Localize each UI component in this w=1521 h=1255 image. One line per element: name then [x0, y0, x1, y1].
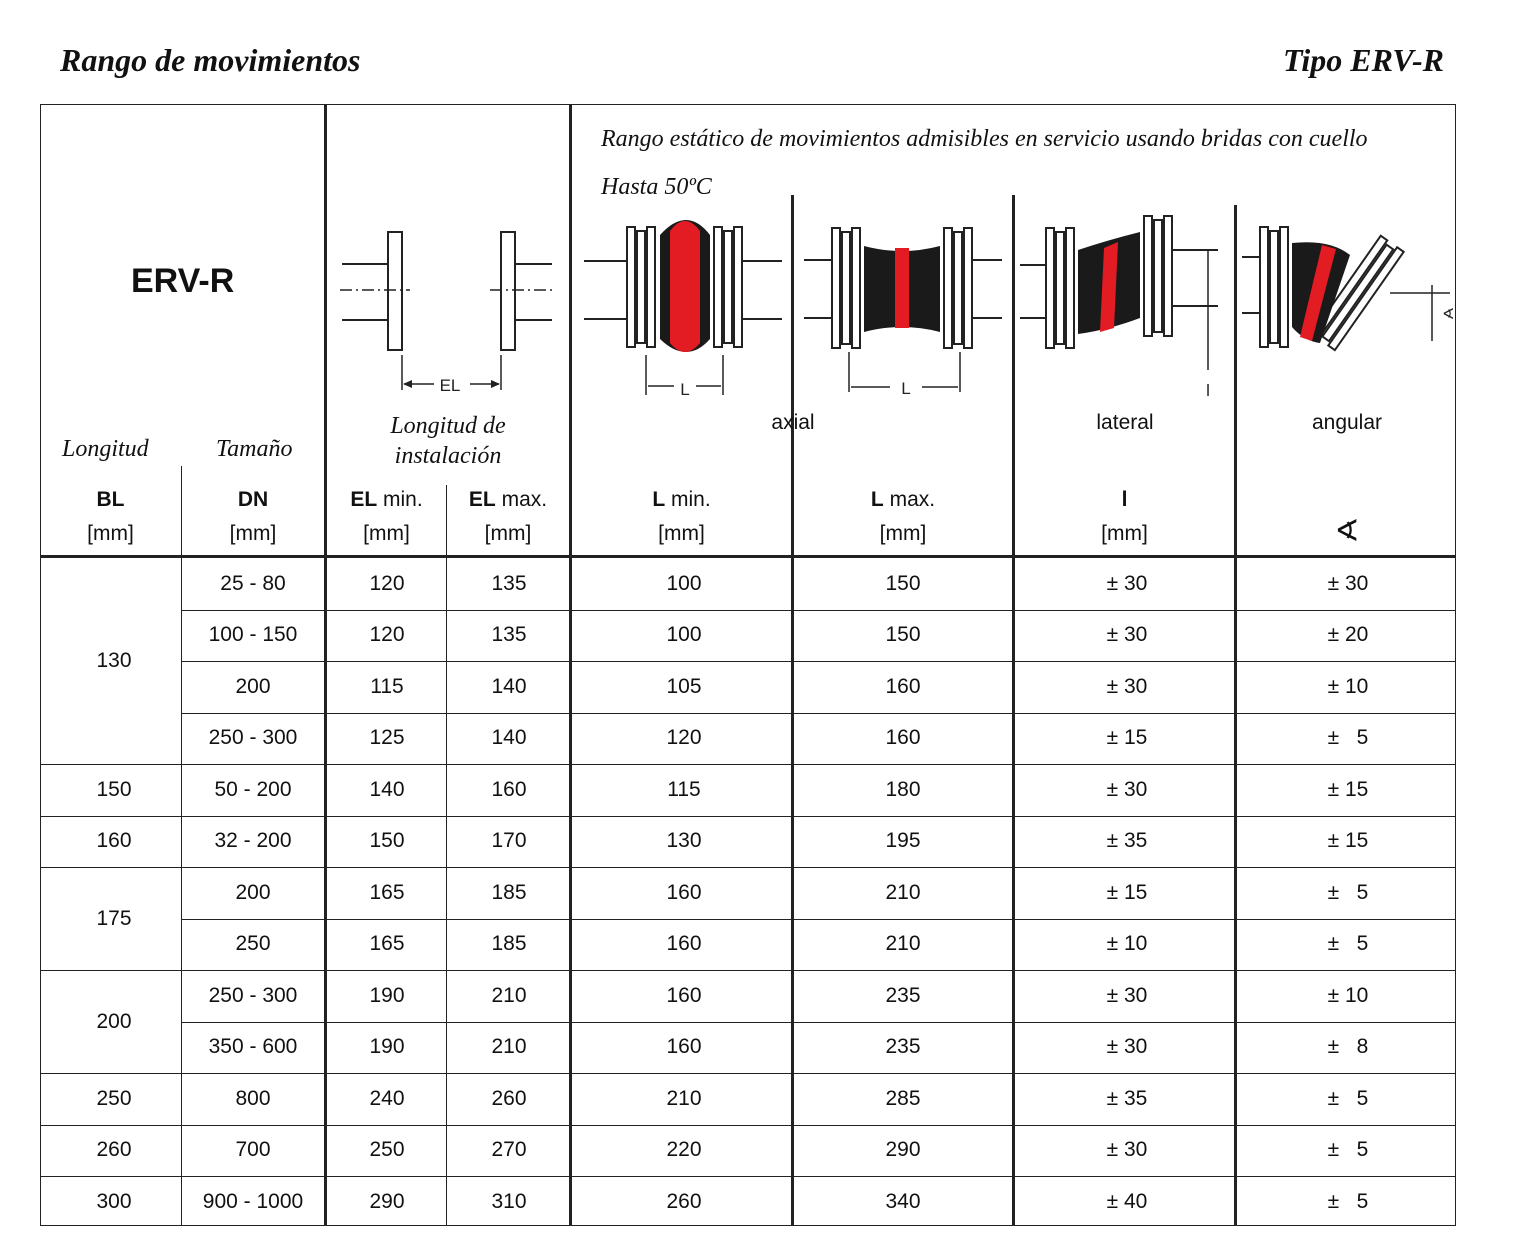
table-cell: 160: [491, 777, 527, 801]
table-cell: 100: [666, 623, 702, 647]
table-cell: 700: [235, 1138, 271, 1162]
group-divider: [40, 1125, 1456, 1126]
table-cell: 210: [666, 1086, 702, 1110]
bl-cell: 300: [96, 1189, 132, 1213]
col-divider-thick: [324, 104, 327, 1226]
row-divider: [182, 661, 1456, 662]
table-cell: ± 30: [1106, 623, 1148, 647]
el-dimension-label: EL: [439, 376, 461, 395]
install-length-label-2: instalación: [394, 443, 502, 469]
table-cell: 210: [491, 983, 527, 1007]
table-cell: 260: [666, 1189, 702, 1213]
table-cell: 900 - 1000: [202, 1189, 304, 1213]
table-cell: 185: [491, 880, 527, 904]
col-l-min: [572, 488, 791, 512]
unit-bl: [mm]: [87, 522, 134, 545]
group-divider: [40, 1176, 1456, 1177]
col-el-min: [327, 488, 446, 512]
unit-l-min: [mm]: [658, 522, 705, 545]
table-cell: 190: [369, 983, 405, 1007]
table-cell: 250: [235, 932, 271, 956]
table-cell: ± 15: [1327, 829, 1369, 853]
table-cell: ± 20: [1327, 623, 1369, 647]
angle-dimension-label: ∢: [1442, 306, 1455, 323]
table-cell: 120: [369, 623, 405, 647]
table-cell: 160: [885, 726, 921, 750]
table-cell: 140: [491, 726, 527, 750]
arrow-head: [403, 380, 412, 388]
page-title: Rango de movimientos: [60, 42, 361, 78]
table-cell: ± 30: [1106, 571, 1148, 595]
col-divider: [181, 466, 182, 1226]
col-lateral: l: [1121, 488, 1128, 511]
product-name: ERV-R: [131, 262, 235, 300]
col-dn: DN: [237, 488, 269, 511]
table-cell: 240: [369, 1086, 405, 1110]
table-cell: 180: [885, 777, 921, 801]
table-cell: ± 15: [1106, 880, 1148, 904]
table-cell: 210: [885, 880, 921, 904]
group-divider: [40, 816, 1456, 817]
col-min-suffix: min.: [670, 488, 711, 511]
table-cell: 135: [491, 571, 527, 595]
range-note: Rango estático de movimientos admisibles en servicio usando bridas con cuello: [601, 126, 1368, 152]
unit-lateral: [mm]: [1101, 522, 1148, 545]
l-dimension-label: L: [901, 379, 911, 398]
table-cell: ± 40: [1106, 1189, 1148, 1213]
red-band: [895, 248, 909, 328]
table-cell: 170: [491, 829, 527, 853]
table-cell: 115: [667, 777, 701, 801]
angular-label: angular: [1311, 411, 1383, 434]
table-cell: 200: [235, 674, 271, 698]
lateral-label: lateral: [1096, 411, 1154, 434]
unit-l-max: [mm]: [879, 522, 927, 545]
table-cell: 160: [666, 1035, 702, 1059]
angular-diagram: [1240, 215, 1455, 395]
table-cell: 140: [491, 674, 527, 698]
table-cell: ± 30: [1106, 674, 1148, 698]
table-cell: 235: [885, 983, 921, 1007]
table-cell: ± 5: [1327, 726, 1369, 750]
table-cell: 340: [885, 1189, 921, 1213]
install-length-label-1: Longitud de: [390, 413, 506, 439]
table-cell: ± 10: [1327, 674, 1369, 698]
table-cell: 220: [666, 1138, 702, 1162]
bl-cell: 200: [96, 1009, 132, 1033]
bl-cell: 160: [96, 829, 132, 853]
table-cell: ± 5: [1327, 1189, 1369, 1213]
table-cell: 235: [885, 1035, 921, 1059]
red-band: [670, 221, 700, 352]
table-cell: 120: [666, 726, 702, 750]
table-cell: 260: [491, 1086, 527, 1110]
bl-cell: 175: [96, 906, 132, 930]
table-cell: ± 8: [1327, 1035, 1369, 1059]
table-cell: ± 30: [1106, 1035, 1148, 1059]
table-cell: ± 10: [1327, 983, 1369, 1007]
col-el-code: EL: [350, 488, 378, 511]
table-cell: 150: [885, 623, 921, 647]
col-el-code: EL: [468, 488, 496, 511]
table-cell: ± 10: [1106, 932, 1148, 956]
table-cell: ± 30: [1327, 571, 1369, 595]
group-divider: [40, 1073, 1456, 1074]
col-max-suffix: max.: [501, 488, 548, 511]
table-cell: 150: [369, 829, 405, 853]
col-divider-thick: [569, 104, 572, 1226]
lateral-dimension-label: l: [1206, 381, 1210, 400]
table-cell: ± 30: [1106, 777, 1148, 801]
col-l-code: L: [652, 488, 666, 511]
table-cell: 195: [885, 829, 921, 853]
row-divider: [182, 919, 1456, 920]
col-l-code: L: [870, 488, 884, 511]
col-divider-thick: [791, 195, 794, 1226]
table-cell: 285: [885, 1086, 921, 1110]
tamano-label: Tamaño: [216, 436, 293, 462]
col-l-max: [794, 488, 1012, 512]
table-cell: 125: [369, 726, 405, 750]
table-cell: 115: [370, 674, 404, 698]
angle-icon: ∢: [1334, 515, 1360, 548]
table-cell: ± 5: [1327, 1086, 1369, 1110]
table-cell: 250 - 300: [208, 726, 298, 750]
table-cell: 290: [369, 1189, 405, 1213]
table-cell: 160: [666, 983, 702, 1007]
table-cell: ± 35: [1106, 829, 1148, 853]
lateral-diagram: [1018, 210, 1228, 400]
table-cell: 250 - 300: [208, 983, 298, 1007]
table-cell: ± 15: [1327, 777, 1369, 801]
row-divider: [182, 713, 1456, 714]
row-divider: [182, 1022, 1456, 1023]
table-cell: ± 5: [1327, 932, 1369, 956]
table-cell: 32 - 200: [214, 829, 292, 853]
longitud-label: Longitud: [62, 436, 149, 462]
table-cell: 210: [885, 932, 921, 956]
arrow-head: [491, 380, 500, 388]
table-cell: 100 - 150: [208, 623, 298, 647]
table-cell: ± 35: [1106, 1086, 1148, 1110]
header-rule: [40, 555, 1456, 558]
bl-cell: 130: [96, 649, 132, 672]
table-cell: 160: [666, 932, 702, 956]
table-cell: 250: [369, 1138, 405, 1162]
col-el-max: [447, 488, 569, 512]
table-cell: 210: [491, 1035, 527, 1059]
table-cell: 100: [666, 571, 702, 595]
unit-el-min: [mm]: [363, 522, 410, 545]
table-cell: ± 30: [1106, 1138, 1148, 1162]
table-cell: 270: [491, 1138, 527, 1162]
installation-length-diagram: [330, 210, 565, 400]
bl-cell: 150: [96, 777, 132, 801]
table-cell: 160: [666, 880, 702, 904]
table-cell: ± 30: [1106, 983, 1148, 1007]
group-divider: [40, 867, 1456, 868]
col-bl: BL: [96, 488, 125, 511]
group-divider: [40, 970, 1456, 971]
axial-max-diagram: [802, 220, 1007, 405]
table-cell: ± 5: [1327, 1138, 1369, 1162]
table-cell: 190: [369, 1035, 405, 1059]
table-cell: 165: [369, 880, 405, 904]
row-divider: [182, 610, 1456, 611]
group-divider: [40, 764, 1456, 765]
table-cell: 130: [666, 829, 702, 853]
table-cell: 105: [666, 674, 702, 698]
axial-min-diagram: [582, 215, 787, 405]
table-cell: 150: [885, 571, 921, 595]
bl-cell: 260: [96, 1138, 132, 1162]
col-divider-thick: [1012, 195, 1015, 1226]
unit-dn: [mm]: [229, 522, 277, 545]
l-dimension-label: L: [680, 380, 690, 399]
table-cell: 165: [369, 932, 405, 956]
unit-el-max: [mm]: [484, 522, 532, 545]
table-cell: 50 - 200: [214, 777, 292, 801]
table-cell: ± 15: [1106, 726, 1148, 750]
col-divider: [446, 485, 447, 1226]
table-cell: 800: [235, 1086, 271, 1110]
table-cell: 25 - 80: [220, 571, 286, 595]
table-cell: 290: [885, 1138, 921, 1162]
table-cell: 310: [491, 1189, 527, 1213]
table-cell: 200: [235, 880, 271, 904]
table-cell: 350 - 600: [208, 1035, 298, 1059]
temp-note: Hasta 50ºC: [601, 174, 712, 200]
type-label: Tipo ERV-R: [1283, 42, 1444, 78]
table-cell: 120: [369, 571, 405, 595]
bl-cell: 250: [96, 1086, 132, 1110]
table-cell: 185: [491, 932, 527, 956]
table-cell: 135: [491, 623, 527, 647]
axial-label: axial: [771, 411, 815, 434]
col-min-suffix: min.: [383, 488, 423, 511]
col-max-suffix: max.: [889, 488, 936, 511]
table-cell: 160: [885, 674, 921, 698]
table-cell: 140: [369, 777, 405, 801]
table-cell: ± 5: [1327, 880, 1369, 904]
